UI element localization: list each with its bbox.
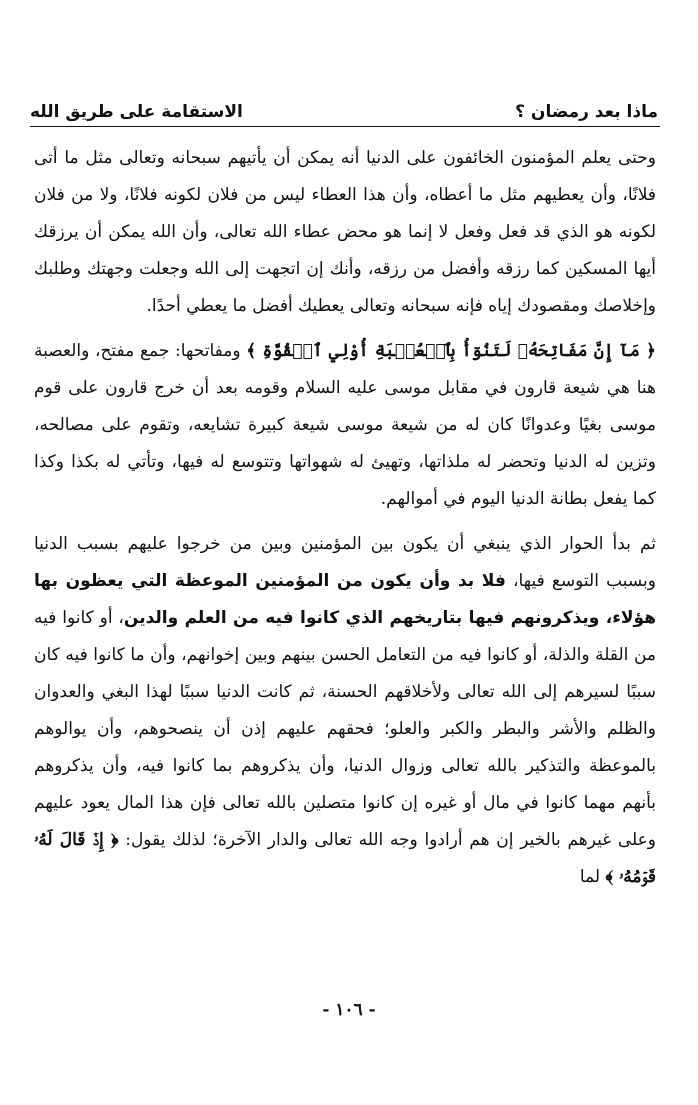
paragraph-3-text: ، أو كانوا فيه من القلة والذلة، أو كانوا فيه من التعامل الحسن بينهم وبين إخوانهم، وأن ما كانوا فيه كان سببًا لسيرهم إلى الله تعالى ولأخلاقهم الحسنة، ثم كانت الدنيا سببًا لهذا البغي والعدوان والظلم والأشر والبطر والكبر والعلو؛ فحقهم عليهم إذن أن ينصحوهم، وأن يوالوهم بالموعظة والتذكير بالله تعالى وزوال الدنيا، وأن يذكروهم بما كانوا فيه، وأن يذكروهم بأنهم مهما كانوا في مال أو غيره إن كانوا متصلين بالله تعالى فإن هذا المال يعود عليهم وعلى غيرهم بالخير إن هم أرادوا وجه الله تعالى والدار الآخرة؛ لذلك يقول:	[34, 608, 657, 850]
running-header	[30, 88, 658, 126]
quran-verse-1: ﴿ مَآ إِنَّ مَفَاتِحَهُۥ لَتَنُوٓأُ بِٱلۡعُصۡبَةِ أُوْلِي ٱلۡقُوَّةِ ﴾	[246, 341, 656, 361]
page-number: - ١٠٦ -	[322, 1000, 376, 1020]
paragraph-3-end: لما	[579, 867, 606, 887]
quran-verse-2: ﴿ إِذۡ قَالَ لَهُۥ قَوۡمُهُۥ ﴾	[34, 830, 656, 887]
header-chapter-title: الاستقامة على طريق الله	[30, 102, 243, 122]
header-divider	[30, 126, 660, 127]
paragraph-3-intro: ثم بدأ الحوار الذي ينبغي أن يكون بين المؤمنين وبين من خرجوا عليهم بسبب الدنيا وبسبب التوسع فيها،	[34, 534, 657, 591]
paragraph-2-text: ومفاتحها: جمع مفتح، والعصبة هنا هي شيعة قارون في مقابل موسى عليه السلام وقومه بعد أن خرج قارون على قوم موسى بغيًا وعدوانًا كان له من شيعة موسى شيعة كبيرة تشايعه، وتقوم على مصالحه، وتزين له الدنيا وتحضر له ملذاتها، وتهيئ له شهواتها وتتوسع له فيها، وتأتي له بكذا وكذا كما يفعل بطانة الدنيا اليوم في أموالهم.	[34, 341, 656, 509]
main-text	[34, 140, 656, 896]
paragraph-3	[34, 526, 656, 896]
paragraph-3-emphasis: فلا بد وأن يكون من المؤمنين الموعظة التي يعظون بها هؤلاء، ويذكرونهم فيها بتاريخهم الذي كانوا فيه من العلم والدين	[34, 571, 656, 628]
paragraph-1	[34, 140, 656, 325]
paragraph-1-text: وحتى يعلم المؤمنون الخائفون على الدنيا أنه يمكن أن يأتيهم سبحانه وتعالى مثل ما أتى فلانًا، وأن يعطيهم مثل ما أعطاه، وأن هذا العطاء ليس من فلان لكونه فلانًا، ولا من فلان لكونه هو الذي قد فعل وفعل لا إنما هو محض عطاء الله تعالى، وأن الله يمكن أن يرزقك أيها المسكين كما رزقه وأفضل من رزقه، وأنك إن اتجهت إلى الله وجعلت وجهتك وطلبك وإخلاصك ومقصودك إياه فإنه سبحانه وتعالى يعطيك أفضل ما يعطي أحدًا.	[34, 148, 656, 316]
header-book-title: ماذا بعد رمضان ؟	[515, 102, 658, 122]
paragraph-2	[34, 333, 656, 518]
